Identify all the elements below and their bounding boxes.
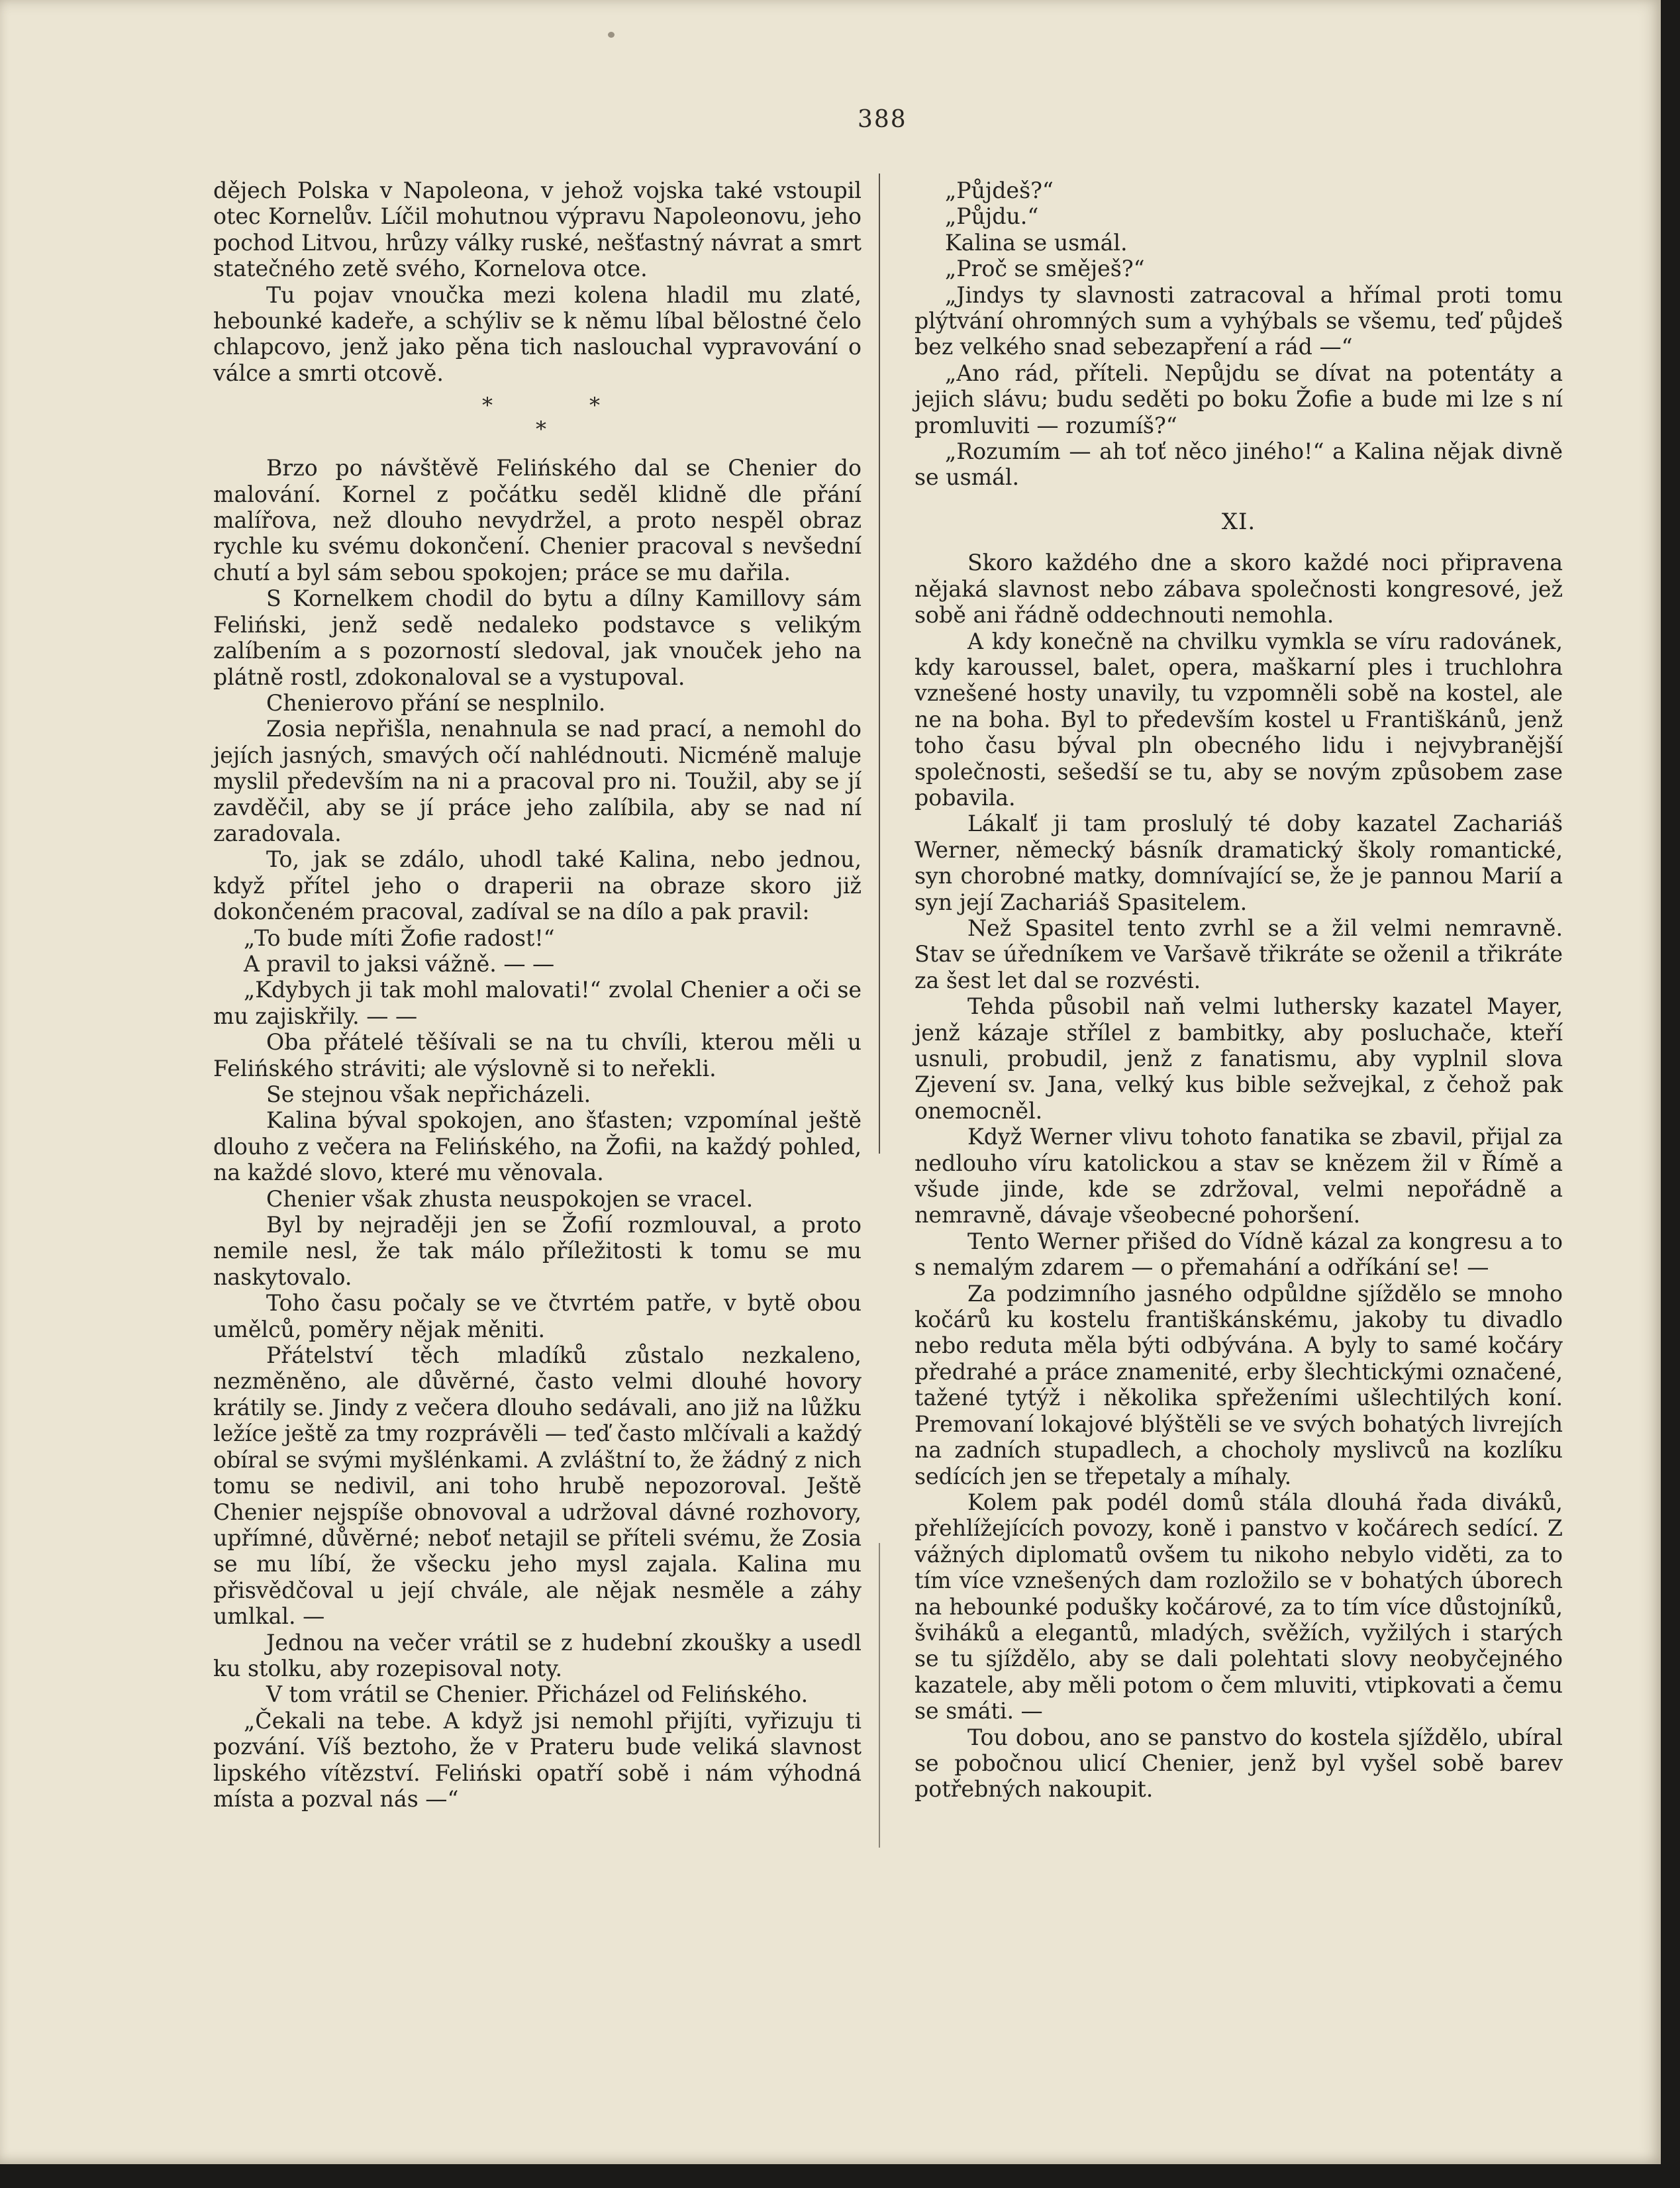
paragraph: Skoro každého dne a skoro každé noci připravena nějaká slavnost nebo zábava společnosti kongresové, jež sobě ani řádně oddechnouti nemohla. <box>914 550 1563 628</box>
paragraph: Než Spasitel tento zvrhl se a žil velmi nemravně. Stav se úředníkem ve Varšavě třikráte se oženil a třikráte za šest let dal se rozvésti. <box>914 915 1563 993</box>
paragraph: To, jak se zdálo, uhodl také Kalina, nebo jednou, když přítel jeho o draperii na obraze skoro již dokončeném pracoval, zadíval se na dílo a pak pravil: <box>213 846 862 925</box>
left-column <box>213 177 862 1812</box>
paragraph: Lákalť ji tam proslulý té doby kazatel Zachariáš Werner, německý básník dramatický školy romantické, syn chorobné matky, domnívající se, že je pannou Marií a syn její Zachariáš Spasitelem. <box>914 811 1563 915</box>
paragraph: S Kornelkem chodil do bytu a dílny Kamillovy sám Feliński, jenž sedě nedaleko podstavce s velikým zalíbením a s pozorností sledoval, jak vnouček jeho na plátně rostl, zdokonaloval se a vystupoval. <box>213 585 862 690</box>
paragraph: dějech Polska v Napoleona, v jehož vojska také vstoupil otec Kornelův. Líčil mohutnou výpravu Napoleonovu, jeho pochod Litvou, hrůzy války ruské, nešťastný návrat a smrt statečného zetě svého, Kornelova otce. <box>213 177 862 282</box>
paragraph: Kalina býval spokojen, ano šťasten; vzpomínal ještě dlouho z večera na Felińského, na Žofii, na každý pohled, na každé slovo, které mu věnovala. <box>213 1107 862 1186</box>
dialogue-line: „To bude míti Žofie radost!“ <box>244 924 555 951</box>
paragraph: Kolem pak podél domů stála dlouhá řada diváků, přehlížejících povozy, koně i panstvo v kočárech sedící. Z vážných diplomatů ovšem tu nikoho nebylo viděti, za to tím více vznešených dam rozložilo se v bohatých úborech na hebounké podušky kočárové, za to tím více důstojníků, šviháků a elegantů, mladých, svěžích, vyžilých i starých se tu sjíždělo, aby se dali polehtati slovy neobyčejného kazatele, aby měli potom o čem mluviti, vtipkovati a čemu se smáti. — <box>914 1489 1563 1724</box>
column-divider-lower <box>879 1543 880 1848</box>
paragraph: Se stejnou však nepřicházeli. <box>266 1081 591 1107</box>
dialogue-line: „Čekali na tebe. A když jsi nemohl přijíti, vyřizuju ti pozvání. Víš beztoho, že v Prateru bude veliká slavnost lipského vítězství. Feliński opatří sobě i nám výhodná místa a pozval nás —“ <box>213 1707 862 1812</box>
asterisk: * <box>482 393 493 419</box>
chapter-heading: XI. <box>1221 508 1256 535</box>
paragraph: Chenier však zhusta neuspokojen se vracel. <box>266 1185 754 1212</box>
paragraph: Toho času počaly se ve čtvrtém patře, v bytě obou umělců, poměry nějak měniti. <box>213 1290 862 1342</box>
paragraph: Jednou na večer vrátil se z hudební zkoušky a usedl ku stolku, aby rozepisoval noty. <box>213 1629 862 1681</box>
paragraph: A pravil to jaksi vážně. — — <box>244 950 555 977</box>
paragraph: Chenierovo přání se nesplnilo. <box>266 689 606 716</box>
dialogue-line: „Kdybych ji tak mohl malovati!“ zvolal Chenier a oči se mu zajiskřily. — — <box>213 977 862 1029</box>
dialogue-line: „Rozumím — ah toť něco jiného!“ a Kalina nějak divně se usmál. <box>914 438 1563 491</box>
section-separator <box>213 389 862 450</box>
paragraph: Tehda působil naň velmi luthersky kazatel Mayer, jenž kázaje střílel z bambitky, aby posluchače, kteří usnuli, probudil, jenž z fanatismu, aby vyplnil slova Zjevení sv. Jana, velký kus bible sežvejkal, z čehož pak onemocněl. <box>914 993 1563 1124</box>
ink-speck <box>608 32 615 38</box>
asterisk: * <box>536 417 546 442</box>
paragraph: Za podzimního jasného odpůldne sjíždělo se mnoho kočárů ku kostelu františkánskému, jakoby tu divadlo nebo reduta měla býti odbývána. A byly to samé kočáry předrahé a práce znamenité, erby šlechtickými označené, tažené tytýž i několika spřeženími ušlechtilých koní. Premovaní lokajové blýštěli se ve svých bohatých livrejích na zadních stupadlech, a chocholy myslivců na kozlíku sedících jen se třepetaly a míhaly. <box>914 1280 1563 1489</box>
paragraph: V tom vrátil se Chenier. Přicházel od Felińského. <box>266 1681 809 1708</box>
paragraph: Přátelství těch mladíků zůstalo nezkaleno, nezměněno, ale důvěrné, často velmi dlouhé hovory krátily se. Jindy z večera dlouho sedávali, ano již na lůžku ležíce ještě za tmy rozprávěli — teď často mlčívali a každý obíral se svými myšlénkami. A zvláštní to, že žádný z nich tomu se nedivil, ani toho hrubě nepozoroval. Ještě Chenier nejspíše obnovoval a udržoval dávné rozhovory, upřímné, důvěrné; neboť netajil se příteli svému, že Zosia se mu líbí, že všecku jeho mysl zajala. Kalina mu přisvědčoval u její chvále, ale nějak nesměle a záhy umlkal. — <box>213 1342 862 1630</box>
paragraph: Tu pojav vnoučka mezi kolena hladil mu zlaté, hebounké kadeře, a schýliv se k němu líbal bělostné čelo chlapcovo, jenž jako pěna tich naslouchal vypravování o válce a smrti otcově. <box>213 281 862 386</box>
page-number: 388 <box>858 106 907 133</box>
right-column <box>914 177 1563 1803</box>
dialogue-line: „Půjdeš?“ <box>945 177 1054 203</box>
paragraph: A kdy konečně na chvilku vymkla se víru radovánek, kdy karoussel, balet, opera, maškarní ples i truchlohra vznešené hosty unavily, tu vzpomněli sobě na kostel, ale ne na boha. Byl to především kostel u Františkánů, jenž toho času býval pln obecného lidu i nejvybranější společnosti, sešedší se tu, aby se novým způsobem zase pobavila. <box>914 628 1563 811</box>
dialogue-line: „Proč se směješ?“ <box>945 256 1145 282</box>
paragraph: Kalina se usmál. <box>945 229 1128 256</box>
dialogue-line: „Jindys ty slavnosti zatracoval a hřímal proti tomu plýtvání ohromných sum a vyhýbals se všemu, teď půjdeš bez velkého snad sebezapření a rád —“ <box>914 281 1563 360</box>
paragraph: Tou dobou, ano se panstvo do kostela sjíždělo, ubíral se pobočnou ulicí Chenier, jenž byl vyšel sobě barev potřebných nakoupit. <box>914 1724 1563 1803</box>
paragraph: Tento Werner přišed do Vídně kázal za kongresu a to s nemalým zdarem — o přemahání a odříkání se! — <box>914 1228 1563 1281</box>
dialogue-line: „Ano rád, příteli. Nepůjdu se dívat na potentáty a jejich slávu; budu seděti po boku Žofie a bude mi lze s ní promluviti — rozumíš?“ <box>914 360 1563 438</box>
paragraph: Brzo po návštěvě Felińského dal se Chenier do malování. Kornel z počátku seděl klidně dle přání malířova, než dlouho nevydržel, a proto nespěl obraz rychle ku svému dokončení. Chenier pracoval s nevšední chutí a byl sám sebou spokojen; práce se mu dařila. <box>213 455 862 585</box>
paragraph: Zosia nepřišla, nenahnula se nad prací, a nemohl do jejích jasných, smavých očí nahlédnouti. Nicméně maluje myslil především na ni a pracoval pro ni. Toužil, aby se jí zavděčil, aby se jí práce jeho zalíbila, aby se nad ní zaradovala. <box>213 716 862 846</box>
paragraph: Byl by nejraději jen se Žofií rozmlouval, a proto nemile nesl, že tak málo příležitosti k tomu se mu naskytovalo. <box>213 1212 862 1290</box>
paragraph: Když Werner vlivu tohoto fanatika se zbavil, přijal za nedlouho víru katolickou a stav se knězem žil v Římě a všude jinde, kde se zdržoval, velmi nepořádně a nemravně, dávaje všeobecné pohoršení. <box>914 1124 1563 1228</box>
column-divider <box>879 174 880 1154</box>
dialogue-line: „Půjdu.“ <box>945 203 1039 230</box>
paragraph: Oba přátelé těšívali se na tu chvíli, kterou měli u Felińského stráviti; ale výslovně si to neřekli. <box>213 1029 862 1081</box>
asterisk: * <box>589 393 600 419</box>
